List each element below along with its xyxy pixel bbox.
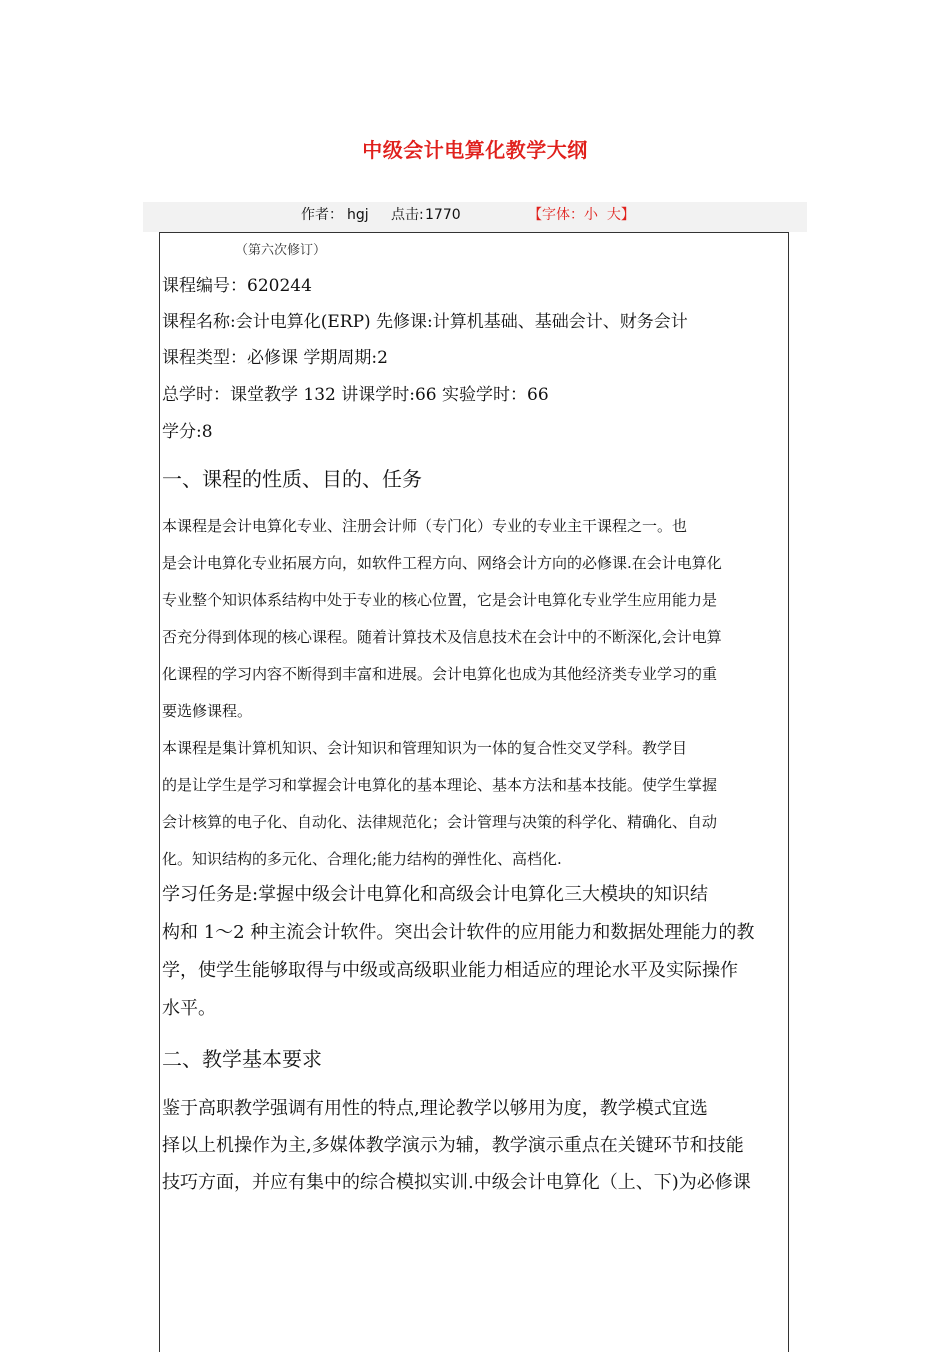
section-heading-nature: 一、课程的性质、目的、任务	[162, 467, 422, 491]
author-name: hgj	[347, 207, 369, 223]
paragraph-line: 本课程是集计算机知识、会计知识和管理知识为一体的复合性交叉学科。教学目	[162, 739, 688, 757]
paragraph-line: 本课程是会计电算化专业、注册会计师（专门化）专业的专业主干课程之一。也	[162, 517, 688, 535]
course-credits: 学分:8	[162, 422, 213, 442]
author-label: 作者：	[301, 207, 343, 223]
font-small-button[interactable]: 小	[584, 207, 598, 223]
paragraph-line: 构和 1～2 种主流会计软件。突出会计软件的应用能力和数据处理能力的教	[162, 922, 755, 943]
click-count: 1770	[425, 207, 461, 223]
article-content	[159, 232, 789, 1352]
paragraph-line: 否充分得到体现的核心课程。随着计算技术及信息技术在会计中的不断深化,会计电算	[162, 628, 722, 646]
paragraph-line: 要选修课程。	[162, 702, 253, 720]
course-hours: 总学时：课堂教学 132 讲课学时:66 实验学时：66	[162, 385, 549, 405]
paragraph-line: 化课程的学习内容不断得到丰富和进展。会计电算化也成为其他经济类专业学习的重	[162, 665, 718, 683]
paragraph-line: 学，使学生能够取得与中级或高级职业能力相适应的理论水平及实际操作	[162, 960, 738, 981]
revision-note: （第六次修订）	[235, 243, 327, 258]
course-type: 课程类型：必修课 学期周期:2	[162, 348, 388, 368]
font-size-control	[528, 202, 635, 228]
font-size-close: 】	[620, 207, 635, 223]
paragraph-line: 化。知识结构的多元化、合理化;能力结构的弹性化、高档化.	[162, 850, 562, 868]
paragraph-line: 的是让学生是学习和掌握会计电算化的基本理论、基本方法和基本技能。使学生掌握	[162, 776, 718, 794]
clicks-label: 点击:	[391, 207, 424, 223]
paragraph-line: 会计核算的电子化、自动化、法律规范化；会计管理与决策的科学化、精确化、自动	[162, 813, 718, 831]
font-size-label: 【字体：	[528, 207, 584, 223]
font-large-button[interactable]: 大	[606, 207, 621, 223]
paragraph-line: 择以上机操作为主,多媒体教学演示为辅，教学演示重点在关键环节和技能	[162, 1135, 744, 1156]
paragraph-line: 鉴于高职教学强调有用性的特点,理论教学以够用为度，教学模式宜选	[162, 1098, 708, 1119]
paragraph-line: 学习任务是:掌握中级会计电算化和高级会计电算化三大模块的知识结	[162, 884, 709, 905]
article-meta-bar	[143, 202, 807, 232]
paragraph-line: 技巧方面，并应有集中的综合模拟实训.中级会计电算化（上、下)为必修课	[162, 1172, 751, 1193]
course-name: 课程名称:会计电算化(ERP) 先修课:计算机基础、基础会计、财务会计	[162, 312, 688, 332]
page-title: 中级会计电算化教学大纲	[362, 138, 588, 162]
paragraph-line: 是会计电算化专业拓展方向，如软件工程方向、网络会计方向的必修课.在会计电算化	[162, 554, 722, 572]
paragraph-line: 水平。	[162, 998, 216, 1019]
course-code: 课程编号：620244	[162, 276, 312, 296]
section-heading-requirements: 二、教学基本要求	[162, 1047, 322, 1071]
paragraph-line: 专业整个知识体系结构中处于专业的核心位置，它是会计电算化专业学生应用能力是	[162, 591, 718, 609]
